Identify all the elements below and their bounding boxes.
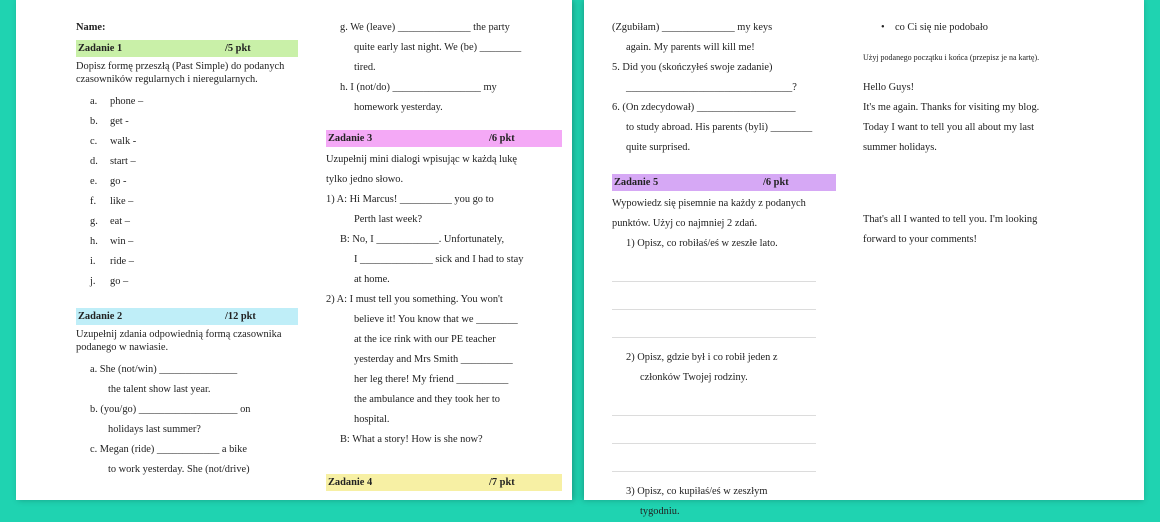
task-5-points: /6 pkt bbox=[763, 177, 789, 188]
translation-line: 5. Did you (skończyłeś swoje zadanie) bbox=[612, 62, 773, 73]
item-letter: g. bbox=[90, 216, 98, 227]
task-1-instruction: Dopisz formę przeszłą (Past Simple) do podanych czasowników regularnych i nieregularnych. bbox=[76, 61, 285, 85]
item-verb: go – bbox=[110, 276, 129, 287]
dialog-line: hospital. bbox=[354, 414, 390, 425]
task-6-instruction: Użyj podanego początku i końca (przepisz je na kartę). bbox=[863, 53, 1040, 62]
dialog-line: 2) A: I must tell you something. You won't bbox=[326, 294, 503, 305]
task-1-item bbox=[90, 172, 298, 192]
question-1: 1) Opisz, co robiłaś/eś w zeszłe lato. bbox=[626, 238, 778, 249]
task-1-item bbox=[90, 252, 298, 272]
dialog-line: yesterday and Mrs Smith __________ bbox=[354, 354, 513, 365]
question-3: 3) Opisz, co kupiłaś/eś w zeszłym bbox=[626, 486, 768, 497]
item-h-line: homework yesterday. bbox=[354, 102, 443, 113]
item-verb: like – bbox=[110, 196, 134, 207]
task-2-line: holidays last summer? bbox=[108, 424, 201, 435]
task-1-item bbox=[90, 92, 298, 112]
task-1-item bbox=[90, 272, 298, 292]
answer-line bbox=[612, 254, 816, 282]
blog-end-line: That's all I wanted to tell you. I'm looking bbox=[863, 214, 1038, 225]
dialog-line: at home. bbox=[354, 274, 390, 285]
blog-line: Today I want to tell you all about my last bbox=[863, 122, 1034, 133]
bullet-item: • co Ci się nie podobało bbox=[863, 18, 1093, 38]
task-2-points: /12 pkt bbox=[225, 311, 256, 322]
item-verb: eat – bbox=[110, 216, 130, 227]
dialog-line: Perth last week? bbox=[354, 214, 423, 225]
task-3-points: /6 pkt bbox=[489, 133, 515, 144]
answer-line bbox=[612, 388, 816, 416]
dialog-line: her leg there! My friend __________ bbox=[354, 374, 509, 385]
item-letter: e. bbox=[90, 176, 98, 187]
item-h-line: h. I (not/do) _________________ my bbox=[340, 82, 497, 93]
task-5-header bbox=[612, 174, 836, 191]
translation-line: ________________________________? bbox=[626, 82, 797, 93]
task-1-item bbox=[90, 132, 298, 152]
blog-end-line: forward to your comments! bbox=[863, 234, 977, 245]
item-verb: go - bbox=[110, 176, 127, 187]
item-verb: get - bbox=[110, 116, 129, 127]
item-g-line: tired. bbox=[354, 62, 376, 73]
task-2-title: Zadanie 2 bbox=[78, 311, 123, 322]
item-letter: j. bbox=[90, 276, 96, 287]
task-5-instruction: punktów. Użyj co najmniej 2 zdań. bbox=[612, 218, 758, 229]
dialog-line: the ambulance and they took her to bbox=[354, 394, 500, 405]
task-2-line: the talent show last year. bbox=[108, 384, 211, 395]
answer-line bbox=[612, 444, 816, 472]
task-3-header bbox=[326, 130, 562, 147]
answer-line bbox=[612, 416, 816, 444]
task-2-line: a. She (not/win) _______________ bbox=[90, 364, 238, 375]
task-5-instruction: Wypowiedz się pisemnie na każdy z podanych bbox=[612, 198, 806, 209]
item-verb: start – bbox=[110, 156, 136, 167]
item-letter: f. bbox=[90, 196, 97, 207]
task-3-title: Zadanie 3 bbox=[328, 133, 373, 144]
task-1-item bbox=[90, 112, 298, 132]
dialog-line: B: What a story! How is she now? bbox=[340, 434, 483, 445]
dialog-line: at the ice rink with our PE teacher bbox=[354, 334, 496, 345]
task-1-item bbox=[90, 192, 298, 212]
task-2-line: c. Megan (ride) ____________ a bike bbox=[90, 444, 247, 455]
blog-line: Hello Guys! bbox=[863, 82, 915, 93]
dialog-line: B: No, I ____________. Unfortunately, bbox=[340, 234, 505, 245]
item-verb: walk - bbox=[110, 136, 137, 147]
item-verb: win – bbox=[110, 236, 134, 247]
item-letter: a. bbox=[90, 96, 98, 107]
question-2: 2) Opisz, gdzie był i co robił jeden z bbox=[626, 352, 778, 363]
right-column-2 bbox=[863, 18, 1093, 250]
translation-line: (Zgubiłam) ______________ my keys bbox=[612, 22, 773, 33]
task-2-header bbox=[76, 308, 298, 325]
task-1-points: /5 pkt bbox=[225, 43, 251, 54]
task-5-title: Zadanie 5 bbox=[614, 177, 659, 188]
item-verb: phone – bbox=[110, 96, 144, 107]
item-letter: c. bbox=[90, 136, 98, 147]
answer-line bbox=[612, 310, 816, 338]
worksheet-page-left bbox=[16, 0, 572, 500]
task-4-title: Zadanie 4 bbox=[328, 477, 373, 488]
blog-line: summer holidays. bbox=[863, 142, 937, 153]
task-1-item bbox=[90, 232, 298, 252]
task-1-item bbox=[90, 212, 298, 232]
blog-line: It's me again. Thanks for visiting my blog. bbox=[863, 102, 1040, 113]
translation-line: 6. (On zdecydował) ___________________ bbox=[612, 102, 796, 113]
dialog-line: believe it! You know that we ________ bbox=[354, 314, 518, 325]
item-letter: h. bbox=[90, 236, 98, 247]
dialog-line: 1) A: Hi Marcus! __________ you go to bbox=[326, 194, 494, 205]
item-g-line: g. We (leave) ______________ the party bbox=[340, 22, 510, 33]
task-1-title: Zadanie 1 bbox=[78, 43, 123, 54]
task-3-instruction: Uzupełnij mini dialogi wpisując w każdą lukę bbox=[326, 154, 518, 165]
task-2-line: to work yesterday. She (not/drive) bbox=[108, 464, 250, 475]
translation-line: quite surprised. bbox=[626, 142, 691, 153]
dialog-line: I ______________ sick and I had to stay bbox=[354, 254, 524, 265]
translation-line: again. My parents will kill me! bbox=[626, 42, 755, 53]
worksheet-page-right bbox=[584, 0, 1144, 517]
item-letter: i. bbox=[90, 256, 96, 267]
task-1-header bbox=[76, 40, 298, 57]
task-4-header bbox=[326, 474, 562, 491]
task-2-instruction: Uzupełnij zdania odpowiednią formą czasownika podanego w nawiasie. bbox=[76, 329, 282, 353]
item-g-line: quite early last night. We (be) ________ bbox=[354, 42, 522, 53]
item-letter: b. bbox=[90, 116, 98, 127]
left-column-2 bbox=[326, 18, 562, 494]
translation-line: to study abroad. His parents (byli) ________ bbox=[626, 122, 813, 133]
task-4-points: /7 pkt bbox=[489, 477, 515, 488]
question-3: tygodniu. bbox=[640, 506, 680, 517]
task-1-item bbox=[90, 152, 298, 172]
item-letter: d. bbox=[90, 156, 98, 167]
task-3-instruction: tylko jedno słowo. bbox=[326, 174, 404, 185]
answer-line bbox=[612, 282, 816, 310]
left-column-1 bbox=[76, 18, 298, 480]
name-label: Name: bbox=[76, 22, 106, 33]
question-2: członków Twojej rodziny. bbox=[640, 372, 748, 383]
task-1-list bbox=[76, 92, 298, 292]
item-verb: ride – bbox=[110, 256, 134, 267]
task-2-line: b. (you/go) ___________________ on bbox=[90, 404, 251, 415]
right-column-1 bbox=[612, 18, 836, 522]
